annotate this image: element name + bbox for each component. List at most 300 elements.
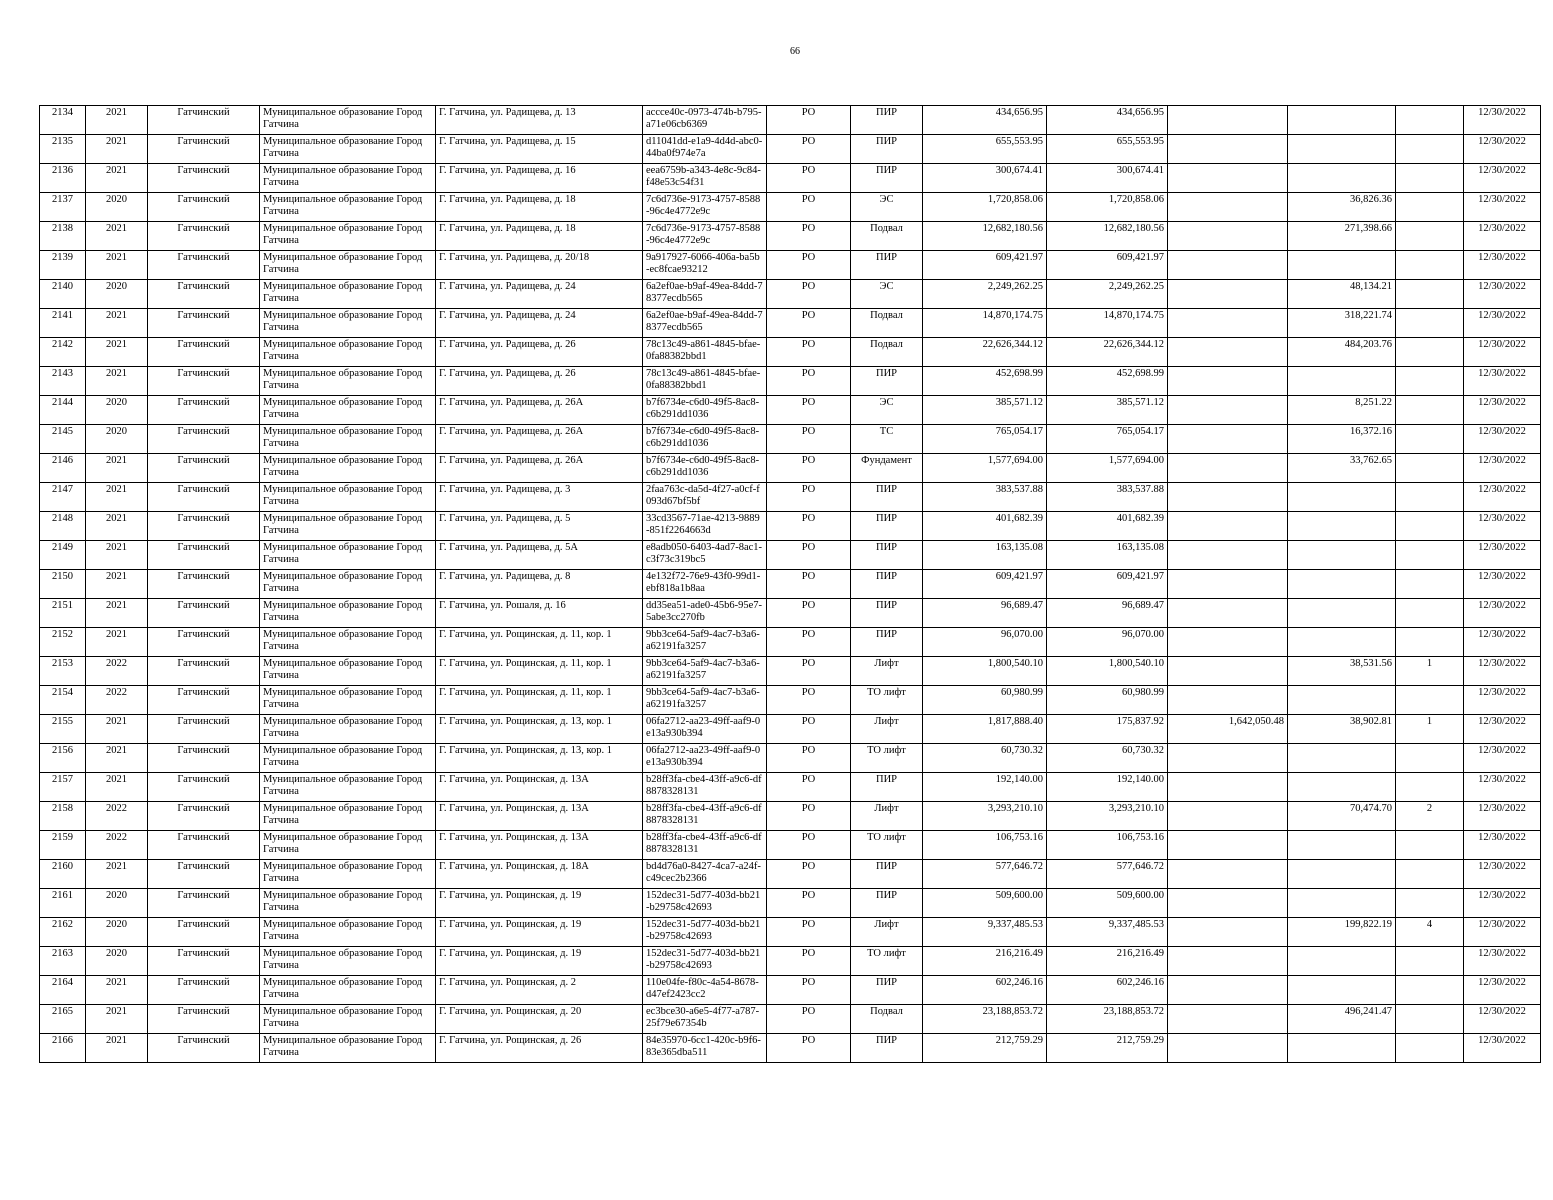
work-type-cell: ПИР xyxy=(851,106,923,135)
municipality-cell: Муниципальное образование Город Гатчина xyxy=(260,193,436,222)
contingency-cell xyxy=(1288,1034,1396,1063)
total-cost-cell: 106,753.16 xyxy=(923,831,1047,860)
table-row xyxy=(40,367,1541,396)
district-cell: Гатчинский xyxy=(148,715,260,744)
table-row xyxy=(40,1005,1541,1034)
address-cell: Г. Гатчина, ул. Радищева, д. 20/18 xyxy=(436,251,643,280)
total-cost-cell: 452,698.99 xyxy=(923,367,1047,396)
row-number-cell: 2159 xyxy=(40,831,86,860)
address-cell: Г. Гатчина, ул. Рощинская, д. 19 xyxy=(436,889,643,918)
house-guid-cell: d11041dd-e1a9-4d4d-abc0-44ba0f974e7a xyxy=(643,135,767,164)
program-cell: РО xyxy=(767,686,851,715)
municipality-cell: Муниципальное образование Город Гатчина xyxy=(260,135,436,164)
other-cost-cell xyxy=(1168,570,1288,599)
program-cell: РО xyxy=(767,860,851,889)
municipality-cell: Муниципальное образование Город Гатчина xyxy=(260,222,436,251)
other-cost-cell xyxy=(1168,1034,1288,1063)
work-type-cell: ЭС xyxy=(851,193,923,222)
contingency-cell: 36,826.36 xyxy=(1288,193,1396,222)
municipality-cell: Муниципальное образование Город Гатчина xyxy=(260,976,436,1005)
district-cell: Гатчинский xyxy=(148,309,260,338)
house-guid-cell: 6a2ef0ae-b9af-49ea-84dd-78377ecdb565 xyxy=(643,280,767,309)
other-cost-cell xyxy=(1168,251,1288,280)
date-cell: 12/30/2022 xyxy=(1464,860,1541,889)
work-type-cell: ТО лифт xyxy=(851,947,923,976)
contingency-cell: 38,531.56 xyxy=(1288,657,1396,686)
address-cell: Г. Гатчина, ул. Радищева, д. 15 xyxy=(436,135,643,164)
year-cell: 2021 xyxy=(86,541,148,570)
table-row xyxy=(40,657,1541,686)
row-number-cell: 2151 xyxy=(40,599,86,628)
program-cell: РО xyxy=(767,1005,851,1034)
row-number-cell: 2137 xyxy=(40,193,86,222)
total-cost-cell: 60,980.99 xyxy=(923,686,1047,715)
program-cell: РО xyxy=(767,773,851,802)
address-cell: Г. Гатчина, ул. Радищева, д. 13 xyxy=(436,106,643,135)
district-cell: Гатчинский xyxy=(148,628,260,657)
lift-count-cell xyxy=(1396,947,1464,976)
district-cell: Гатчинский xyxy=(148,164,260,193)
date-cell: 12/30/2022 xyxy=(1464,889,1541,918)
contingency-cell: 48,134.21 xyxy=(1288,280,1396,309)
contingency-cell xyxy=(1288,976,1396,1005)
address-cell: Г. Гатчина, ул. Радищева, д. 26А xyxy=(436,454,643,483)
address-cell: Г. Гатчина, ул. Рощинская, д. 13А xyxy=(436,802,643,831)
fund-cost-cell: 1,800,540.10 xyxy=(1047,657,1168,686)
address-cell: Г. Гатчина, ул. Радищева, д. 26А xyxy=(436,396,643,425)
date-cell: 12/30/2022 xyxy=(1464,251,1541,280)
contingency-cell xyxy=(1288,773,1396,802)
total-cost-cell: 96,689.47 xyxy=(923,599,1047,628)
row-number-cell: 2144 xyxy=(40,396,86,425)
contingency-cell: 38,902.81 xyxy=(1288,715,1396,744)
municipality-cell: Муниципальное образование Город Гатчина xyxy=(260,657,436,686)
house-guid-cell: 2faa763c-da5d-4f27-a0cf-f093d67bf5bf xyxy=(643,483,767,512)
district-cell: Гатчинский xyxy=(148,570,260,599)
fund-cost-cell: 602,246.16 xyxy=(1047,976,1168,1005)
house-guid-cell: b7f6734e-c6d0-49f5-8ac8-c6b291dd1036 xyxy=(643,454,767,483)
house-guid-cell: 110e04fe-f80c-4a54-8678-d47ef2423cc2 xyxy=(643,976,767,1005)
table-row xyxy=(40,715,1541,744)
table-row xyxy=(40,280,1541,309)
district-cell: Гатчинский xyxy=(148,251,260,280)
year-cell: 2021 xyxy=(86,773,148,802)
other-cost-cell xyxy=(1168,135,1288,164)
district-cell: Гатчинский xyxy=(148,135,260,164)
table-row xyxy=(40,164,1541,193)
district-cell: Гатчинский xyxy=(148,744,260,773)
municipality-cell: Муниципальное образование Город Гатчина xyxy=(260,425,436,454)
other-cost-cell xyxy=(1168,483,1288,512)
work-type-cell: Подвал xyxy=(851,338,923,367)
date-cell: 12/30/2022 xyxy=(1464,135,1541,164)
row-number-cell: 2152 xyxy=(40,628,86,657)
house-guid-cell: 9bb3ce64-5af9-4ac7-b3a6-a62191fa3257 xyxy=(643,686,767,715)
year-cell: 2022 xyxy=(86,831,148,860)
municipality-cell: Муниципальное образование Город Гатчина xyxy=(260,1034,436,1063)
district-cell: Гатчинский xyxy=(148,541,260,570)
district-cell: Гатчинский xyxy=(148,425,260,454)
fund-cost-cell: 12,682,180.56 xyxy=(1047,222,1168,251)
other-cost-cell xyxy=(1168,686,1288,715)
table-row xyxy=(40,338,1541,367)
lift-count-cell xyxy=(1396,628,1464,657)
address-cell: Г. Гатчина, ул. Рощинская, д. 20 xyxy=(436,1005,643,1034)
fund-cost-cell: 577,646.72 xyxy=(1047,860,1168,889)
year-cell: 2020 xyxy=(86,889,148,918)
table-row xyxy=(40,1034,1541,1063)
year-cell: 2021 xyxy=(86,222,148,251)
district-cell: Гатчинский xyxy=(148,193,260,222)
work-type-cell: ЭС xyxy=(851,280,923,309)
municipality-cell: Муниципальное образование Город Гатчина xyxy=(260,686,436,715)
house-guid-cell: b28ff3fa-cbe4-43ff-a9c6-df8878328131 xyxy=(643,831,767,860)
municipality-cell: Муниципальное образование Город Гатчина xyxy=(260,715,436,744)
fund-cost-cell: 509,600.00 xyxy=(1047,889,1168,918)
other-cost-cell xyxy=(1168,657,1288,686)
year-cell: 2020 xyxy=(86,425,148,454)
row-number-cell: 2155 xyxy=(40,715,86,744)
date-cell: 12/30/2022 xyxy=(1464,599,1541,628)
other-cost-cell: 1,642,050.48 xyxy=(1168,715,1288,744)
contingency-cell xyxy=(1288,367,1396,396)
program-cell: РО xyxy=(767,164,851,193)
table-row xyxy=(40,251,1541,280)
municipality-cell: Муниципальное образование Город Гатчина xyxy=(260,251,436,280)
date-cell: 12/30/2022 xyxy=(1464,193,1541,222)
work-type-cell: ПИР xyxy=(851,512,923,541)
table-row xyxy=(40,802,1541,831)
municipality-cell: Муниципальное образование Город Гатчина xyxy=(260,454,436,483)
row-number-cell: 2166 xyxy=(40,1034,86,1063)
total-cost-cell: 1,800,540.10 xyxy=(923,657,1047,686)
municipality-cell: Муниципальное образование Город Гатчина xyxy=(260,396,436,425)
year-cell: 2021 xyxy=(86,106,148,135)
contingency-cell xyxy=(1288,831,1396,860)
fund-cost-cell: 9,337,485.53 xyxy=(1047,918,1168,947)
work-type-cell: ТС xyxy=(851,425,923,454)
year-cell: 2020 xyxy=(86,396,148,425)
district-cell: Гатчинский xyxy=(148,512,260,541)
district-cell: Гатчинский xyxy=(148,773,260,802)
lift-count-cell xyxy=(1396,686,1464,715)
date-cell: 12/30/2022 xyxy=(1464,918,1541,947)
date-cell: 12/30/2022 xyxy=(1464,1005,1541,1034)
lift-count-cell xyxy=(1396,309,1464,338)
date-cell: 12/30/2022 xyxy=(1464,164,1541,193)
work-type-cell: ЭС xyxy=(851,396,923,425)
other-cost-cell xyxy=(1168,918,1288,947)
contingency-cell xyxy=(1288,541,1396,570)
date-cell: 12/30/2022 xyxy=(1464,773,1541,802)
contingency-cell: 33,762.65 xyxy=(1288,454,1396,483)
lift-count-cell xyxy=(1396,193,1464,222)
other-cost-cell xyxy=(1168,222,1288,251)
municipality-cell: Муниципальное образование Город Гатчина xyxy=(260,483,436,512)
other-cost-cell xyxy=(1168,628,1288,657)
total-cost-cell: 434,656.95 xyxy=(923,106,1047,135)
contingency-cell xyxy=(1288,628,1396,657)
program-cell: РО xyxy=(767,715,851,744)
fund-cost-cell: 96,070.00 xyxy=(1047,628,1168,657)
total-cost-cell: 23,188,853.72 xyxy=(923,1005,1047,1034)
address-cell: Г. Гатчина, ул. Рощинская, д. 19 xyxy=(436,947,643,976)
address-cell: Г. Гатчина, ул. Радищева, д. 3 xyxy=(436,483,643,512)
total-cost-cell: 14,870,174.75 xyxy=(923,309,1047,338)
row-number-cell: 2139 xyxy=(40,251,86,280)
contingency-cell xyxy=(1288,164,1396,193)
program-cell: РО xyxy=(767,135,851,164)
fund-cost-cell: 655,553.95 xyxy=(1047,135,1168,164)
lift-count-cell xyxy=(1396,367,1464,396)
row-number-cell: 2158 xyxy=(40,802,86,831)
table-row xyxy=(40,831,1541,860)
address-cell: Г. Гатчина, ул. Радищева, д. 18 xyxy=(436,222,643,251)
total-cost-cell: 9,337,485.53 xyxy=(923,918,1047,947)
work-type-cell: ПИР xyxy=(851,860,923,889)
address-cell: Г. Гатчина, ул. Рощинская, д. 2 xyxy=(436,976,643,1005)
date-cell: 12/30/2022 xyxy=(1464,106,1541,135)
lift-count-cell: 1 xyxy=(1396,715,1464,744)
fund-cost-cell: 1,720,858.06 xyxy=(1047,193,1168,222)
date-cell: 12/30/2022 xyxy=(1464,570,1541,599)
lift-count-cell xyxy=(1396,889,1464,918)
total-cost-cell: 385,571.12 xyxy=(923,396,1047,425)
other-cost-cell xyxy=(1168,425,1288,454)
address-cell: Г. Гатчина, ул. Радищева, д. 26А xyxy=(436,425,643,454)
program-cell: РО xyxy=(767,947,851,976)
lift-count-cell xyxy=(1396,106,1464,135)
fund-cost-cell: 22,626,344.12 xyxy=(1047,338,1168,367)
row-number-cell: 2145 xyxy=(40,425,86,454)
program-cell: РО xyxy=(767,280,851,309)
table-row xyxy=(40,222,1541,251)
year-cell: 2020 xyxy=(86,193,148,222)
year-cell: 2022 xyxy=(86,657,148,686)
date-cell: 12/30/2022 xyxy=(1464,947,1541,976)
house-guid-cell: bd4d76a0-8427-4ca7-a24f-c49cec2b2366 xyxy=(643,860,767,889)
table-row xyxy=(40,570,1541,599)
district-cell: Гатчинский xyxy=(148,396,260,425)
table-row xyxy=(40,425,1541,454)
lift-count-cell xyxy=(1396,976,1464,1005)
work-type-cell: ПИР xyxy=(851,628,923,657)
municipality-cell: Муниципальное образование Город Гатчина xyxy=(260,570,436,599)
house-guid-cell: 152dec31-5d77-403d-bb21-b29758c42693 xyxy=(643,889,767,918)
other-cost-cell xyxy=(1168,541,1288,570)
municipality-cell: Муниципальное образование Город Гатчина xyxy=(260,599,436,628)
address-cell: Г. Гатчина, ул. Радищева, д. 26 xyxy=(436,338,643,367)
lift-count-cell xyxy=(1396,1034,1464,1063)
table-row xyxy=(40,309,1541,338)
house-guid-cell: 152dec31-5d77-403d-bb21-b29758c42693 xyxy=(643,947,767,976)
contingency-cell: 16,372.16 xyxy=(1288,425,1396,454)
contingency-cell xyxy=(1288,744,1396,773)
contingency-cell xyxy=(1288,599,1396,628)
house-guid-cell: 78c13c49-a861-4845-bfae-0fa88382bbd1 xyxy=(643,338,767,367)
district-cell: Гатчинский xyxy=(148,976,260,1005)
lift-count-cell xyxy=(1396,541,1464,570)
date-cell: 12/30/2022 xyxy=(1464,715,1541,744)
program-cell: РО xyxy=(767,396,851,425)
total-cost-cell: 192,140.00 xyxy=(923,773,1047,802)
total-cost-cell: 60,730.32 xyxy=(923,744,1047,773)
other-cost-cell xyxy=(1168,1005,1288,1034)
year-cell: 2022 xyxy=(86,802,148,831)
other-cost-cell xyxy=(1168,106,1288,135)
date-cell: 12/30/2022 xyxy=(1464,512,1541,541)
row-number-cell: 2136 xyxy=(40,164,86,193)
row-number-cell: 2165 xyxy=(40,1005,86,1034)
fund-cost-cell: 23,188,853.72 xyxy=(1047,1005,1168,1034)
house-guid-cell: 9bb3ce64-5af9-4ac7-b3a6-a62191fa3257 xyxy=(643,628,767,657)
page-number: 66 xyxy=(790,46,800,57)
contingency-cell: 318,221.74 xyxy=(1288,309,1396,338)
row-number-cell: 2147 xyxy=(40,483,86,512)
lift-count-cell xyxy=(1396,164,1464,193)
address-cell: Г. Гатчина, ул. Радищева, д. 26 xyxy=(436,367,643,396)
total-cost-cell: 1,720,858.06 xyxy=(923,193,1047,222)
total-cost-cell: 1,817,888.40 xyxy=(923,715,1047,744)
municipality-cell: Муниципальное образование Город Гатчина xyxy=(260,860,436,889)
house-guid-cell: 06fa2712-aa23-49ff-aaf9-0e13a930b394 xyxy=(643,715,767,744)
year-cell: 2021 xyxy=(86,135,148,164)
table-row xyxy=(40,860,1541,889)
municipality-cell: Муниципальное образование Город Гатчина xyxy=(260,773,436,802)
row-number-cell: 2135 xyxy=(40,135,86,164)
lift-count-cell xyxy=(1396,483,1464,512)
municipality-cell: Муниципальное образование Город Гатчина xyxy=(260,106,436,135)
work-type-cell: Лифт xyxy=(851,802,923,831)
address-cell: Г. Гатчина, ул. Радищева, д. 16 xyxy=(436,164,643,193)
municipality-cell: Муниципальное образование Город Гатчина xyxy=(260,889,436,918)
year-cell: 2021 xyxy=(86,251,148,280)
lift-count-cell xyxy=(1396,599,1464,628)
date-cell: 12/30/2022 xyxy=(1464,976,1541,1005)
municipality-cell: Муниципальное образование Город Гатчина xyxy=(260,744,436,773)
other-cost-cell xyxy=(1168,773,1288,802)
row-number-cell: 2164 xyxy=(40,976,86,1005)
fund-cost-cell: 609,421.97 xyxy=(1047,251,1168,280)
total-cost-cell: 609,421.97 xyxy=(923,251,1047,280)
address-cell: Г. Гатчина, ул. Радищева, д. 18 xyxy=(436,193,643,222)
lift-count-cell xyxy=(1396,280,1464,309)
table-row xyxy=(40,976,1541,1005)
district-cell: Гатчинский xyxy=(148,947,260,976)
contingency-cell: 496,241.47 xyxy=(1288,1005,1396,1034)
table-row xyxy=(40,135,1541,164)
program-cell: РО xyxy=(767,454,851,483)
date-cell: 12/30/2022 xyxy=(1464,1034,1541,1063)
contingency-cell: 484,203.76 xyxy=(1288,338,1396,367)
year-cell: 2022 xyxy=(86,686,148,715)
fund-cost-cell: 14,870,174.75 xyxy=(1047,309,1168,338)
total-cost-cell: 509,600.00 xyxy=(923,889,1047,918)
year-cell: 2021 xyxy=(86,860,148,889)
row-number-cell: 2149 xyxy=(40,541,86,570)
year-cell: 2020 xyxy=(86,918,148,947)
year-cell: 2021 xyxy=(86,1034,148,1063)
fund-cost-cell: 452,698.99 xyxy=(1047,367,1168,396)
table-row xyxy=(40,512,1541,541)
municipality-cell: Муниципальное образование Город Гатчина xyxy=(260,802,436,831)
row-number-cell: 2150 xyxy=(40,570,86,599)
fund-cost-cell: 1,577,694.00 xyxy=(1047,454,1168,483)
program-cell: РО xyxy=(767,570,851,599)
lift-count-cell xyxy=(1396,135,1464,164)
house-guid-cell: b28ff3fa-cbe4-43ff-a9c6-df8878328131 xyxy=(643,802,767,831)
date-cell: 12/30/2022 xyxy=(1464,483,1541,512)
program-cell: РО xyxy=(767,599,851,628)
row-number-cell: 2146 xyxy=(40,454,86,483)
work-type-cell: ПИР xyxy=(851,570,923,599)
registry-table xyxy=(39,105,1541,1063)
fund-cost-cell: 609,421.97 xyxy=(1047,570,1168,599)
total-cost-cell: 401,682.39 xyxy=(923,512,1047,541)
row-number-cell: 2157 xyxy=(40,773,86,802)
row-number-cell: 2140 xyxy=(40,280,86,309)
year-cell: 2021 xyxy=(86,483,148,512)
lift-count-cell xyxy=(1396,570,1464,599)
address-cell: Г. Гатчина, ул. Рощинская, д. 13, кор. 1 xyxy=(436,715,643,744)
date-cell: 12/30/2022 xyxy=(1464,309,1541,338)
address-cell: Г. Гатчина, ул. Радищева, д. 5 xyxy=(436,512,643,541)
house-guid-cell: 33cd3567-71ae-4213-9889-851f2264663d xyxy=(643,512,767,541)
other-cost-cell xyxy=(1168,396,1288,425)
lift-count-cell xyxy=(1396,222,1464,251)
date-cell: 12/30/2022 xyxy=(1464,744,1541,773)
table-row xyxy=(40,396,1541,425)
district-cell: Гатчинский xyxy=(148,280,260,309)
contingency-cell xyxy=(1288,512,1396,541)
fund-cost-cell: 96,689.47 xyxy=(1047,599,1168,628)
program-cell: РО xyxy=(767,628,851,657)
table-row xyxy=(40,947,1541,976)
house-guid-cell: 06fa2712-aa23-49ff-aaf9-0e13a930b394 xyxy=(643,744,767,773)
date-cell: 12/30/2022 xyxy=(1464,802,1541,831)
row-number-cell: 2156 xyxy=(40,744,86,773)
work-type-cell: Лифт xyxy=(851,918,923,947)
contingency-cell xyxy=(1288,686,1396,715)
address-cell: Г. Гатчина, ул. Радищева, д. 8 xyxy=(436,570,643,599)
other-cost-cell xyxy=(1168,193,1288,222)
row-number-cell: 2134 xyxy=(40,106,86,135)
table-body xyxy=(40,106,1541,1063)
program-cell: РО xyxy=(767,309,851,338)
house-guid-cell: dd35ea51-ade0-45b6-95e7-5abe3cc270fb xyxy=(643,599,767,628)
fund-cost-cell: 434,656.95 xyxy=(1047,106,1168,135)
date-cell: 12/30/2022 xyxy=(1464,541,1541,570)
fund-cost-cell: 401,682.39 xyxy=(1047,512,1168,541)
total-cost-cell: 383,537.88 xyxy=(923,483,1047,512)
table-row xyxy=(40,483,1541,512)
fund-cost-cell: 300,674.41 xyxy=(1047,164,1168,193)
address-cell: Г. Гатчина, ул. Рошаля, д. 16 xyxy=(436,599,643,628)
total-cost-cell: 655,553.95 xyxy=(923,135,1047,164)
fund-cost-cell: 385,571.12 xyxy=(1047,396,1168,425)
date-cell: 12/30/2022 xyxy=(1464,454,1541,483)
house-guid-cell: e8adb050-6403-4ad7-8ac1-c3f73c319bc5 xyxy=(643,541,767,570)
other-cost-cell xyxy=(1168,338,1288,367)
house-guid-cell: b7f6734e-c6d0-49f5-8ac8-c6b291dd1036 xyxy=(643,396,767,425)
date-cell: 12/30/2022 xyxy=(1464,367,1541,396)
district-cell: Гатчинский xyxy=(148,831,260,860)
other-cost-cell xyxy=(1168,367,1288,396)
work-type-cell: ПИР xyxy=(851,164,923,193)
work-type-cell: ПИР xyxy=(851,251,923,280)
date-cell: 12/30/2022 xyxy=(1464,831,1541,860)
table-row xyxy=(40,599,1541,628)
